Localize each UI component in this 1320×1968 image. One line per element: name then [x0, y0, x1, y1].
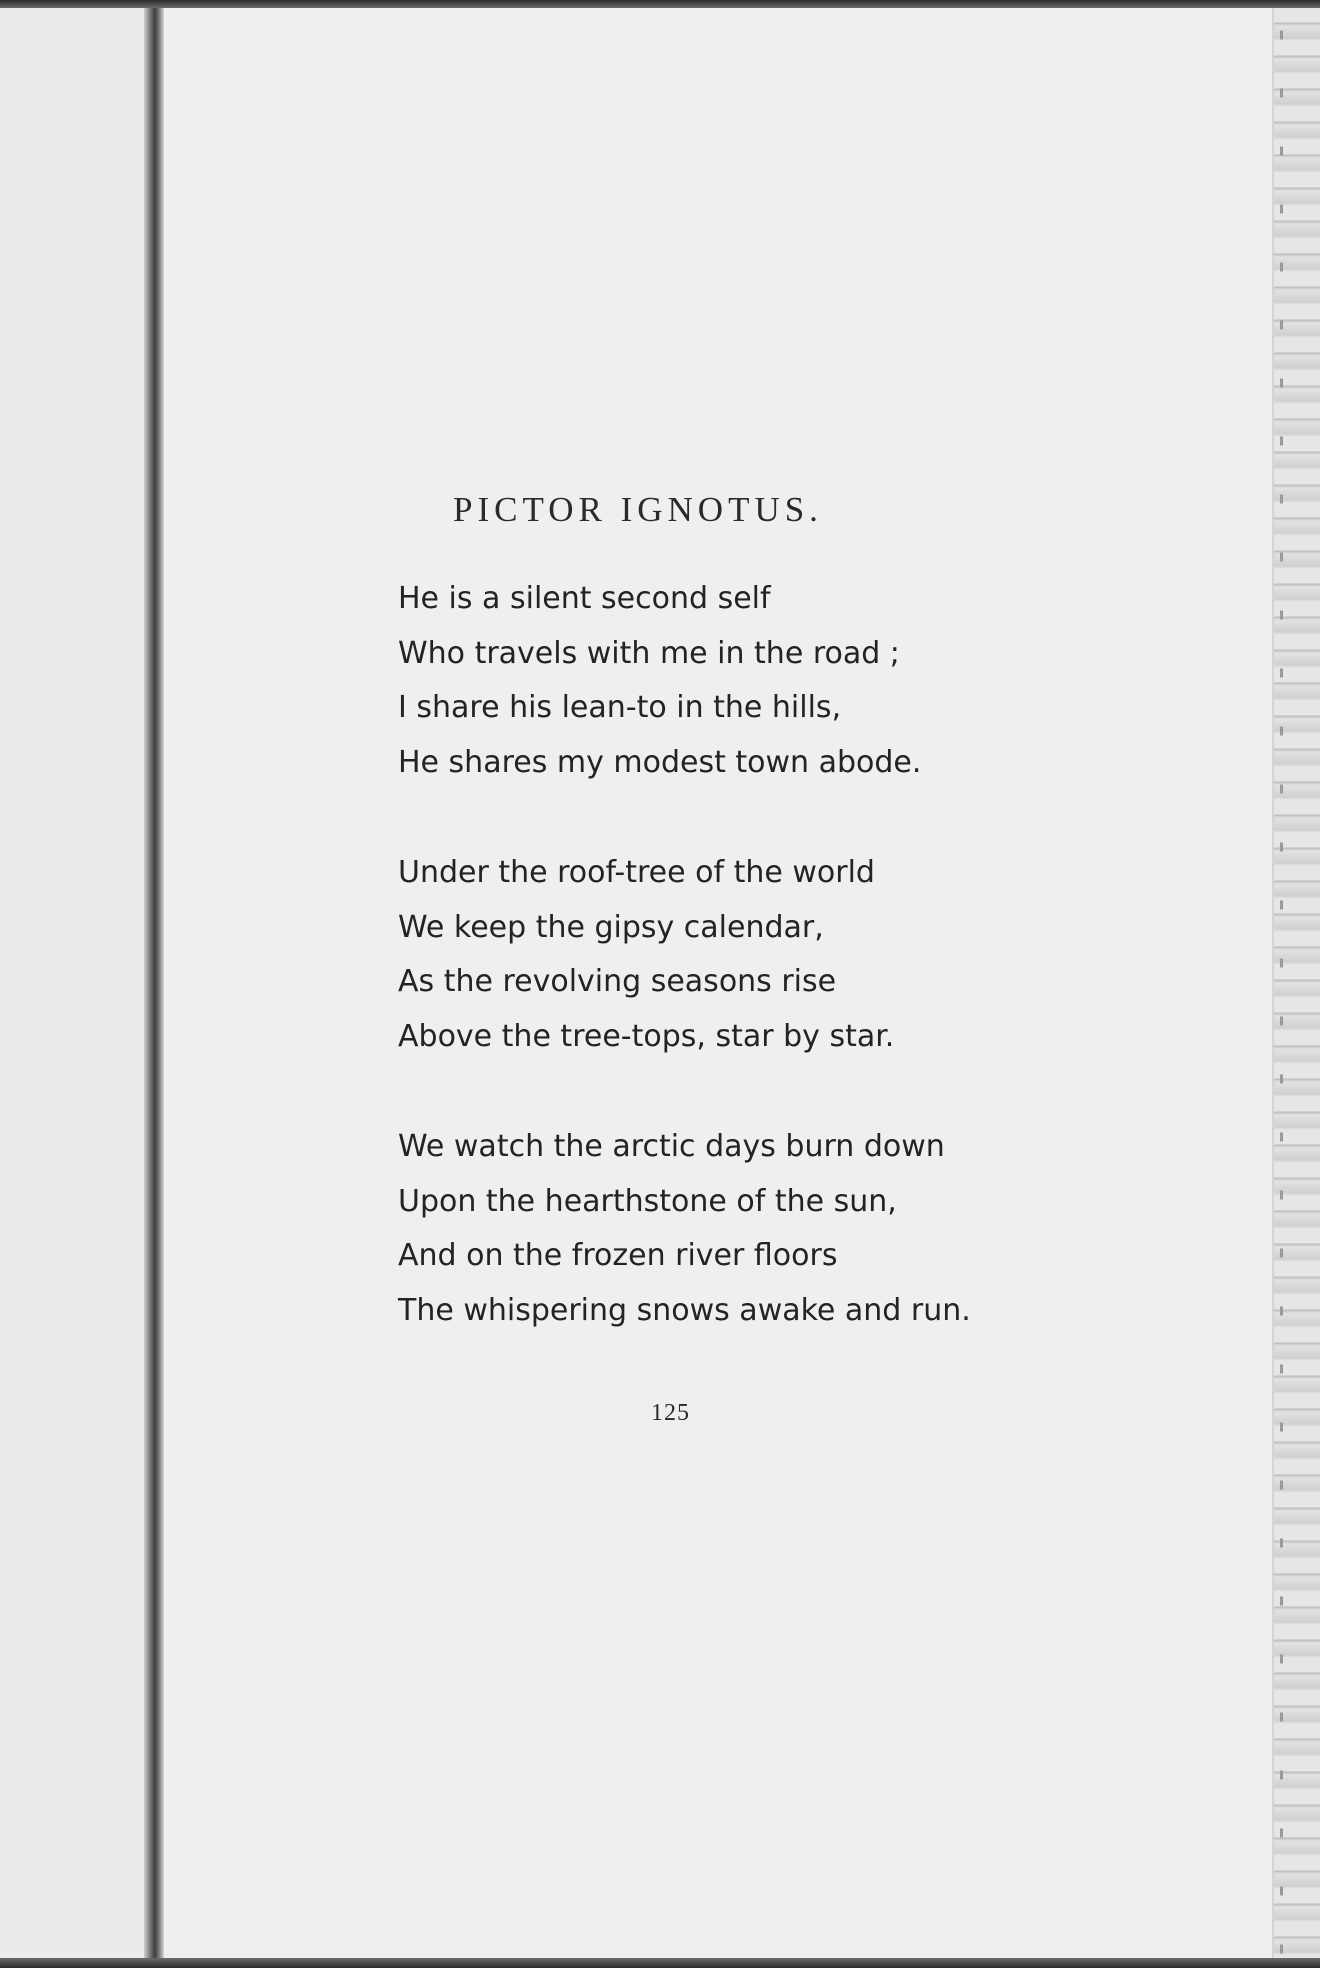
- poem-line: Above the tree-tops, star by star.: [398, 1018, 895, 1054]
- poem-line: He is a silent second self: [398, 581, 771, 616]
- poem-line: We watch the arctic days burn down: [398, 1129, 945, 1164]
- poem-body: [398, 572, 1038, 1394]
- poem-line: The whispering snows awake and run.: [398, 1292, 971, 1328]
- facing-page: [0, 8, 144, 1958]
- page-stack-edge: [1272, 8, 1320, 1958]
- poem-line: As the revolving seasons rise: [398, 964, 837, 999]
- poem-line: And on the frozen river floors: [398, 1238, 838, 1273]
- page-number: 125: [651, 1400, 690, 1426]
- poem-line: Who travels with me in the road ;: [398, 635, 900, 671]
- stanza-1: [398, 572, 1038, 790]
- book-gutter: [144, 8, 164, 1958]
- poem-line: I share his lean-to in the hills,: [398, 690, 842, 725]
- scan-bottom-edge: [0, 1958, 1320, 1968]
- poem-line: Upon the hearthstone of the sun,: [398, 1183, 897, 1219]
- poem-title: PICTOR IGNOTUS.: [453, 490, 823, 529]
- poem-line: We keep the gipsy calendar,: [398, 909, 824, 945]
- stanza-2: [398, 846, 1038, 1064]
- poem-line: He shares my modest town abode.: [398, 744, 922, 780]
- scan-top-edge: [0, 0, 1320, 8]
- stanza-3: [398, 1120, 1038, 1338]
- poem-line: Under the roof-tree of the world: [398, 855, 875, 890]
